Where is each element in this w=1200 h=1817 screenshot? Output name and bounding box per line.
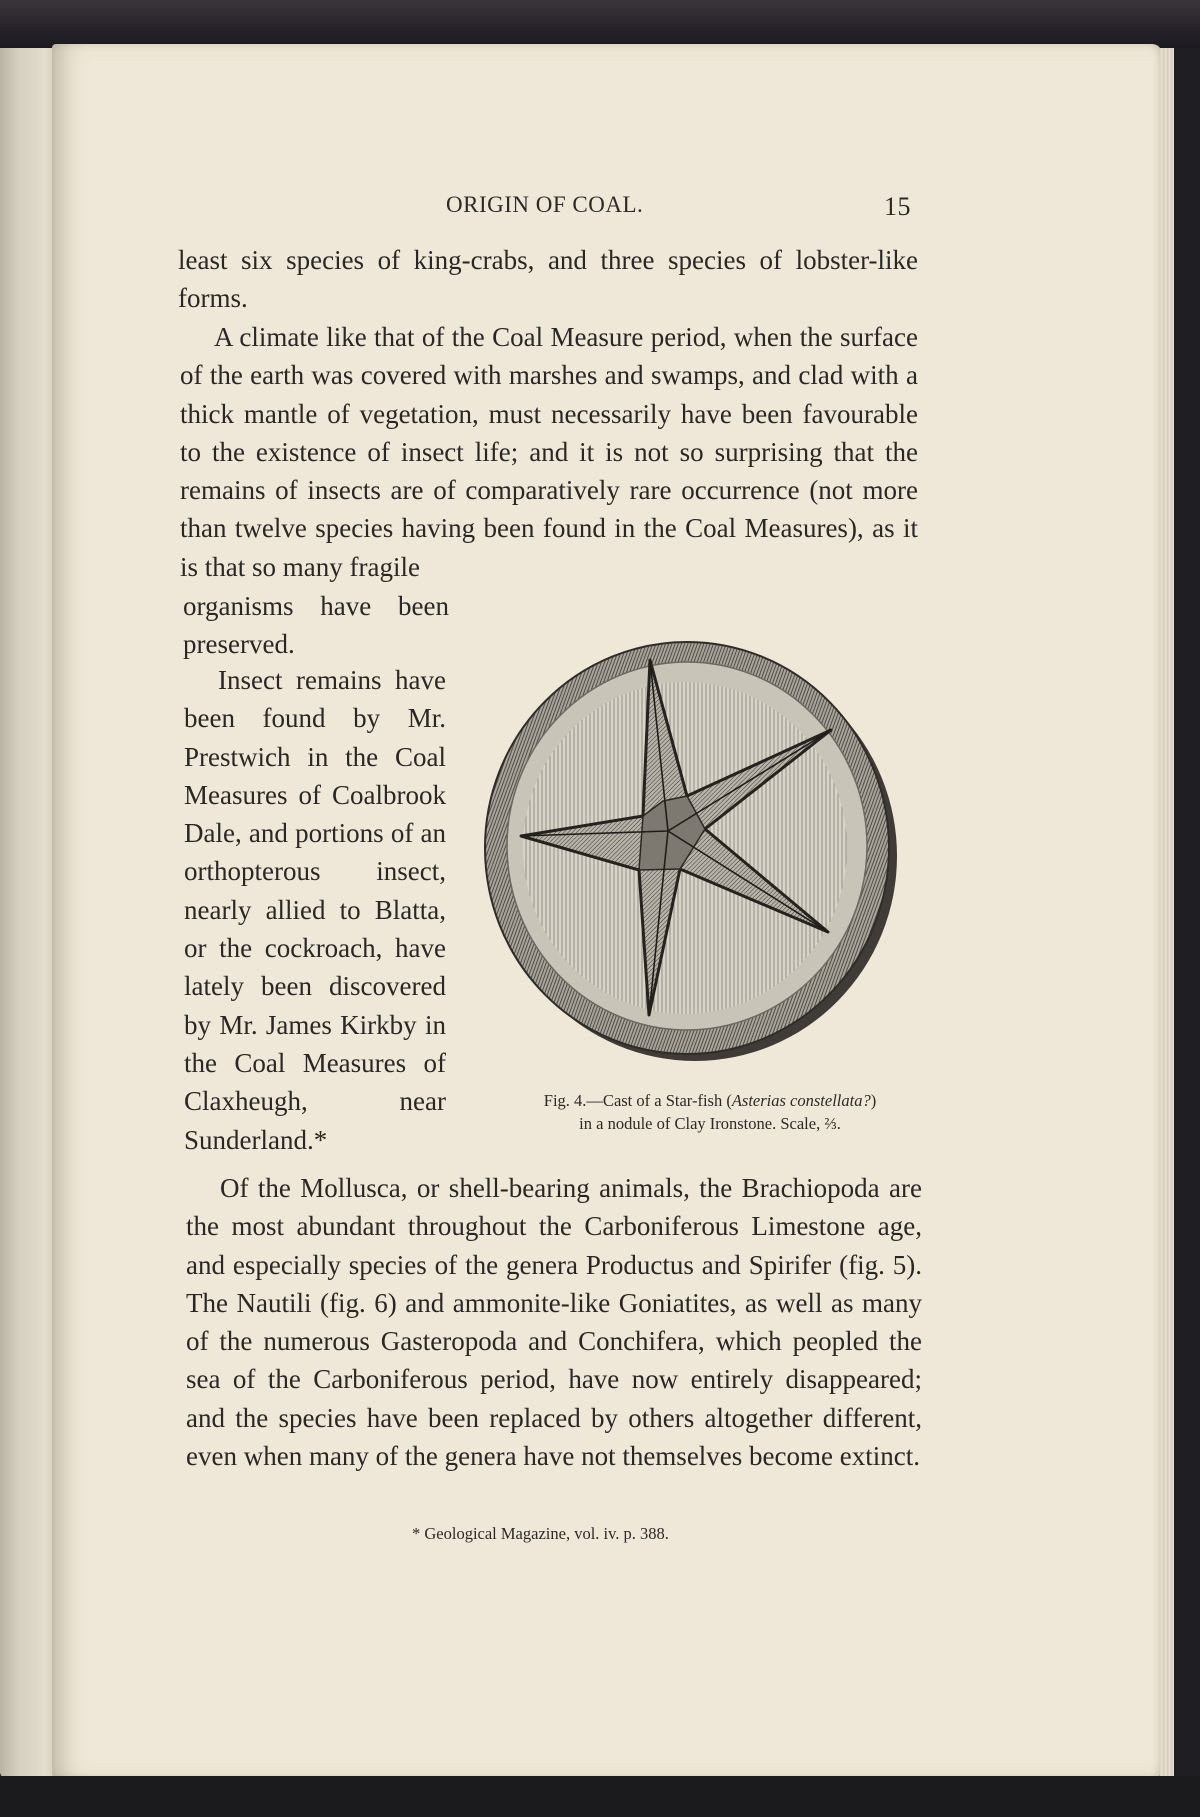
caption-prefix: Fig. 4.—Cast of a Star-fish ( bbox=[543, 1091, 732, 1110]
paragraph-insects-text: Insect remains have been found by Mr. Prestwich in the Coal Measures of Coalbrook Dale, and portions of an orthopterous insect, nearly allied to Blatta, or the cockroach, have lately been discovered by Mr. James Kirkby in the Coal Measures of Claxheugh, near Sunderland.* bbox=[184, 665, 446, 1155]
paragraph-climate-end: organisms have been preserved. bbox=[183, 591, 449, 660]
figure-caption-line-2: in a nodule of Clay Ironstone. Scale, ⅔. bbox=[579, 1114, 841, 1133]
caption-close: ) bbox=[870, 1091, 877, 1110]
footnote: * Geological Magazine, vol. iv. p. 388. bbox=[412, 1524, 669, 1543]
book-binding-top bbox=[0, 0, 1200, 48]
paragraph-climate bbox=[180, 318, 918, 586]
paragraph-mollusca-text: Of the Mollusca, or shell-bearing animals, the Brachiopoda are the most abundant throughout the Carboniferous Limestone age, and especially species of the genera Productus and Spirifer (fig. 5). The Nautili (fig. 6) and ammonite-like Goniatites, as well as many of the numerous Gasteropoda and Conchifera, which peopled the sea of the Carboniferous period, have now entirely disappeared; and the species have been replaced by others altogether different, even when many of the genera have not themselves become extinct. bbox=[186, 1173, 922, 1472]
running-title: ORIGIN OF COAL. bbox=[446, 192, 644, 217]
paragraph-insects bbox=[184, 661, 446, 1159]
facing-page-edge bbox=[0, 48, 60, 1778]
page-stack-edge bbox=[1160, 48, 1174, 1778]
book-binding-bottom bbox=[0, 1776, 1200, 1817]
paragraph-climate-text: A climate like that of the Coal Measure period, when the surface of the earth was covered with marshes and swamps, and clad with a thick mantle of vegetation, must necessarily have been favourable to the existence of insect life; and it is not so surprising that the remains of insects are of comparatively rare occurrence (not more than twelve species having been found in the Coal Measures), as it is that so many fragile bbox=[180, 322, 918, 582]
paragraph-continued: least six species of king-crabs, and three species of lobster-like forms. bbox=[178, 245, 918, 314]
starfish-fossil-illustration bbox=[473, 626, 905, 1070]
page-number: 15 bbox=[884, 192, 911, 221]
paragraph-mollusca bbox=[186, 1169, 922, 1475]
figure-caption bbox=[500, 1089, 920, 1135]
caption-species: Asterias constellata? bbox=[731, 1091, 871, 1110]
figure-caption-line-1 bbox=[500, 1089, 920, 1112]
